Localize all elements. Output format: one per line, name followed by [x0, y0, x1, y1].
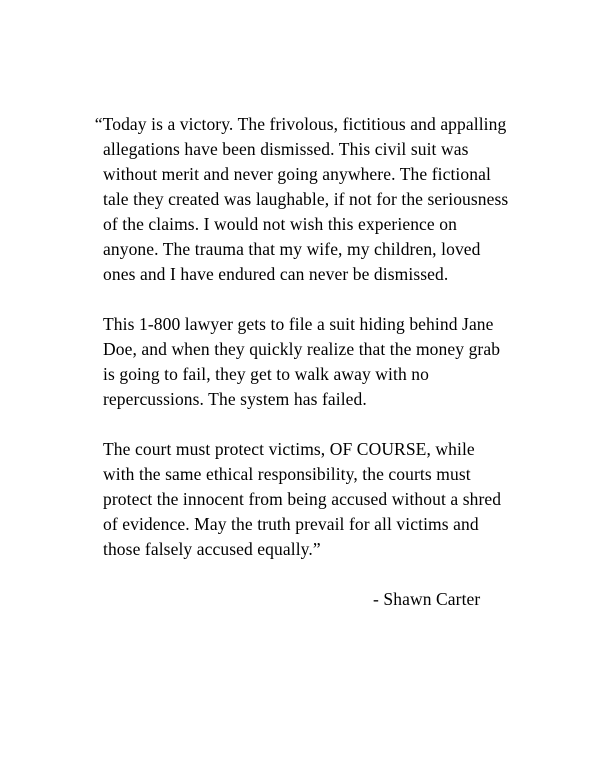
statement-line: protect the innocent from being accused without a shred [103, 489, 502, 509]
statement-line: “Today is a victory. The frivolous, fictitious and appalling [94, 114, 507, 134]
statement-paragraph-1 [94, 112, 528, 287]
statement-line: This 1-800 lawyer gets to file a suit hiding behind Jane [103, 314, 494, 334]
statement-line: is going to fail, they get to walk away with no [103, 364, 429, 384]
statement-paragraph-3 [103, 437, 528, 562]
statement-line: anyone. The trauma that my wife, my children, loved [103, 239, 481, 259]
statement-line: The court must protect victims, OF COURSE, while [103, 439, 475, 459]
statement-line: tale they created was laughable, if not for the seriousness [103, 189, 509, 209]
statement-line: those falsely accused equally.” [103, 539, 321, 559]
statement-text-block [94, 112, 528, 612]
statement-line: with the same ethical responsibility, the courts must [103, 464, 471, 484]
statement-line: repercussions. The system has failed. [103, 389, 367, 409]
statement-line: without merit and never going anywhere. The fictional [103, 164, 491, 184]
statement-line: of the claims. I would not wish this experience on [103, 214, 457, 234]
statement-line: ones and I have endured can never be dismissed. [103, 264, 449, 284]
statement-line: allegations have been dismissed. This civil suit was [103, 139, 469, 159]
statement-line: Doe, and when they quickly realize that the money grab [103, 339, 501, 359]
attribution-signature: - Shawn Carter [373, 589, 481, 609]
statement-paragraph-2 [103, 312, 528, 412]
statement-line: of evidence. May the truth prevail for all victims and [103, 514, 479, 534]
